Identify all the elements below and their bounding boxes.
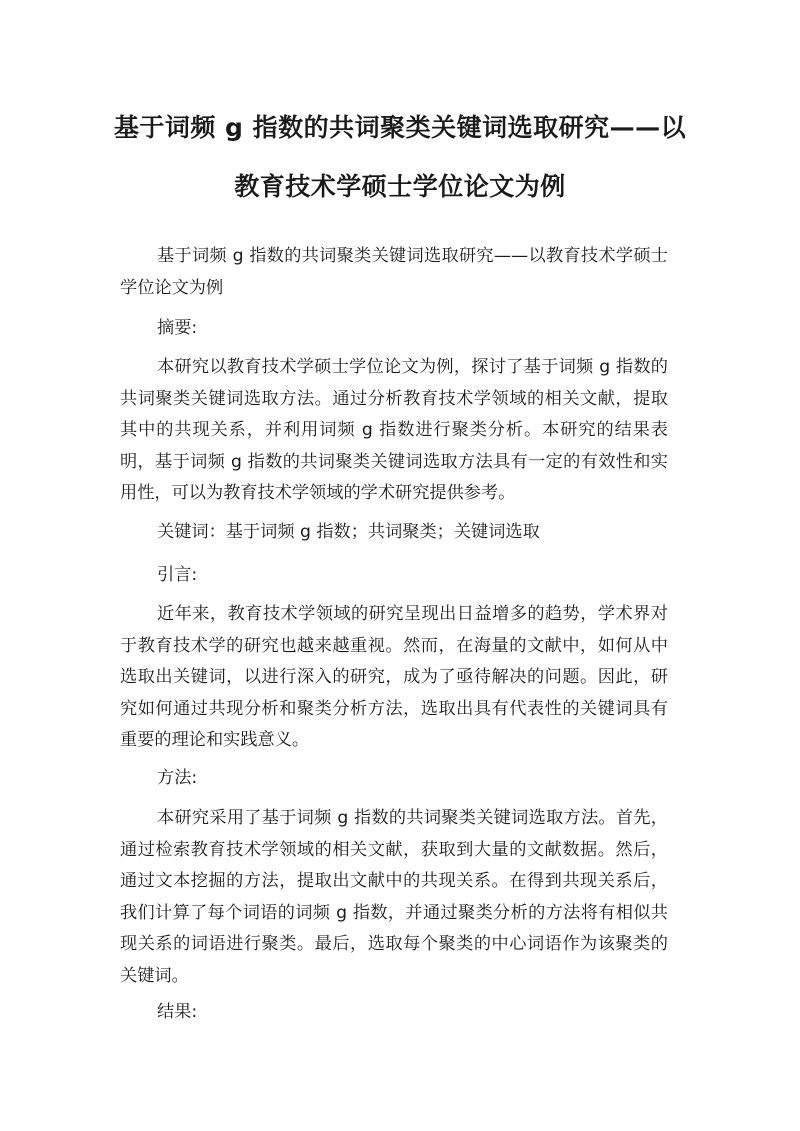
intro-paragraph: 近年来，教育技术学领域的研究呈现出日益增多的趋势，学术界对于教育技术学的研究也越来越重视。然而，在海量的文献中，如何从中选取出关键词，以进行深入的研究，成为了亟待解决的问题。因此，研究如何通过共现分析和聚类分析方法，选取出具有代表性的关键词具有重要的理论和实践意义。 (120, 604, 668, 750)
document-title-line-2: 教育技术学硕士学位论文为例 (234, 172, 566, 201)
method-label: 方法: (157, 768, 198, 788)
abstract-label: 摘要: (157, 318, 198, 338)
method-paragraph: 本研究采用了基于词频 g 指数的共词聚类关键词选取方法。首先，通过检索教育技术学领域的相关文献，获取到大量的文献数据。然后，通过文本挖掘的方法，提取出文献中的共现关系。在得到共现关系后，我们计算了每个词语的词频 g 指数，并通过聚类分析的方法将有相似共现关系的词语进行聚类。最后，选取每个聚类的中心词语作为该聚类的关键词。 (120, 808, 668, 986)
abstract-paragraph: 本研究以教育技术学硕士学位论文为例，探讨了基于词频 g 指数的共词聚类关键词选取方法。通过分析教育技术学领域的相关文献，提取其中的共现关系，并利用词频 g 指数进行聚类分析。本研究的结果表明，基于词频 g 指数的共词聚类关键词选取方法具有一定的有效性和实用性，可以为教育技术学领域的学术研究提供参考。 (120, 357, 668, 503)
intro-label: 引言: (157, 565, 198, 585)
keywords-line: 关键词：基于词频 g 指数；共词聚类；关键词选取 (157, 522, 540, 542)
document-title-line-1: 基于词频 g 指数的共词聚类关键词选取研究——以 (113, 113, 687, 142)
subtitle-paragraph: 基于词频 g 指数的共词聚类关键词选取研究——以教育技术学硕士学位论文为例 (120, 246, 668, 298)
result-label: 结果: (157, 1002, 198, 1022)
